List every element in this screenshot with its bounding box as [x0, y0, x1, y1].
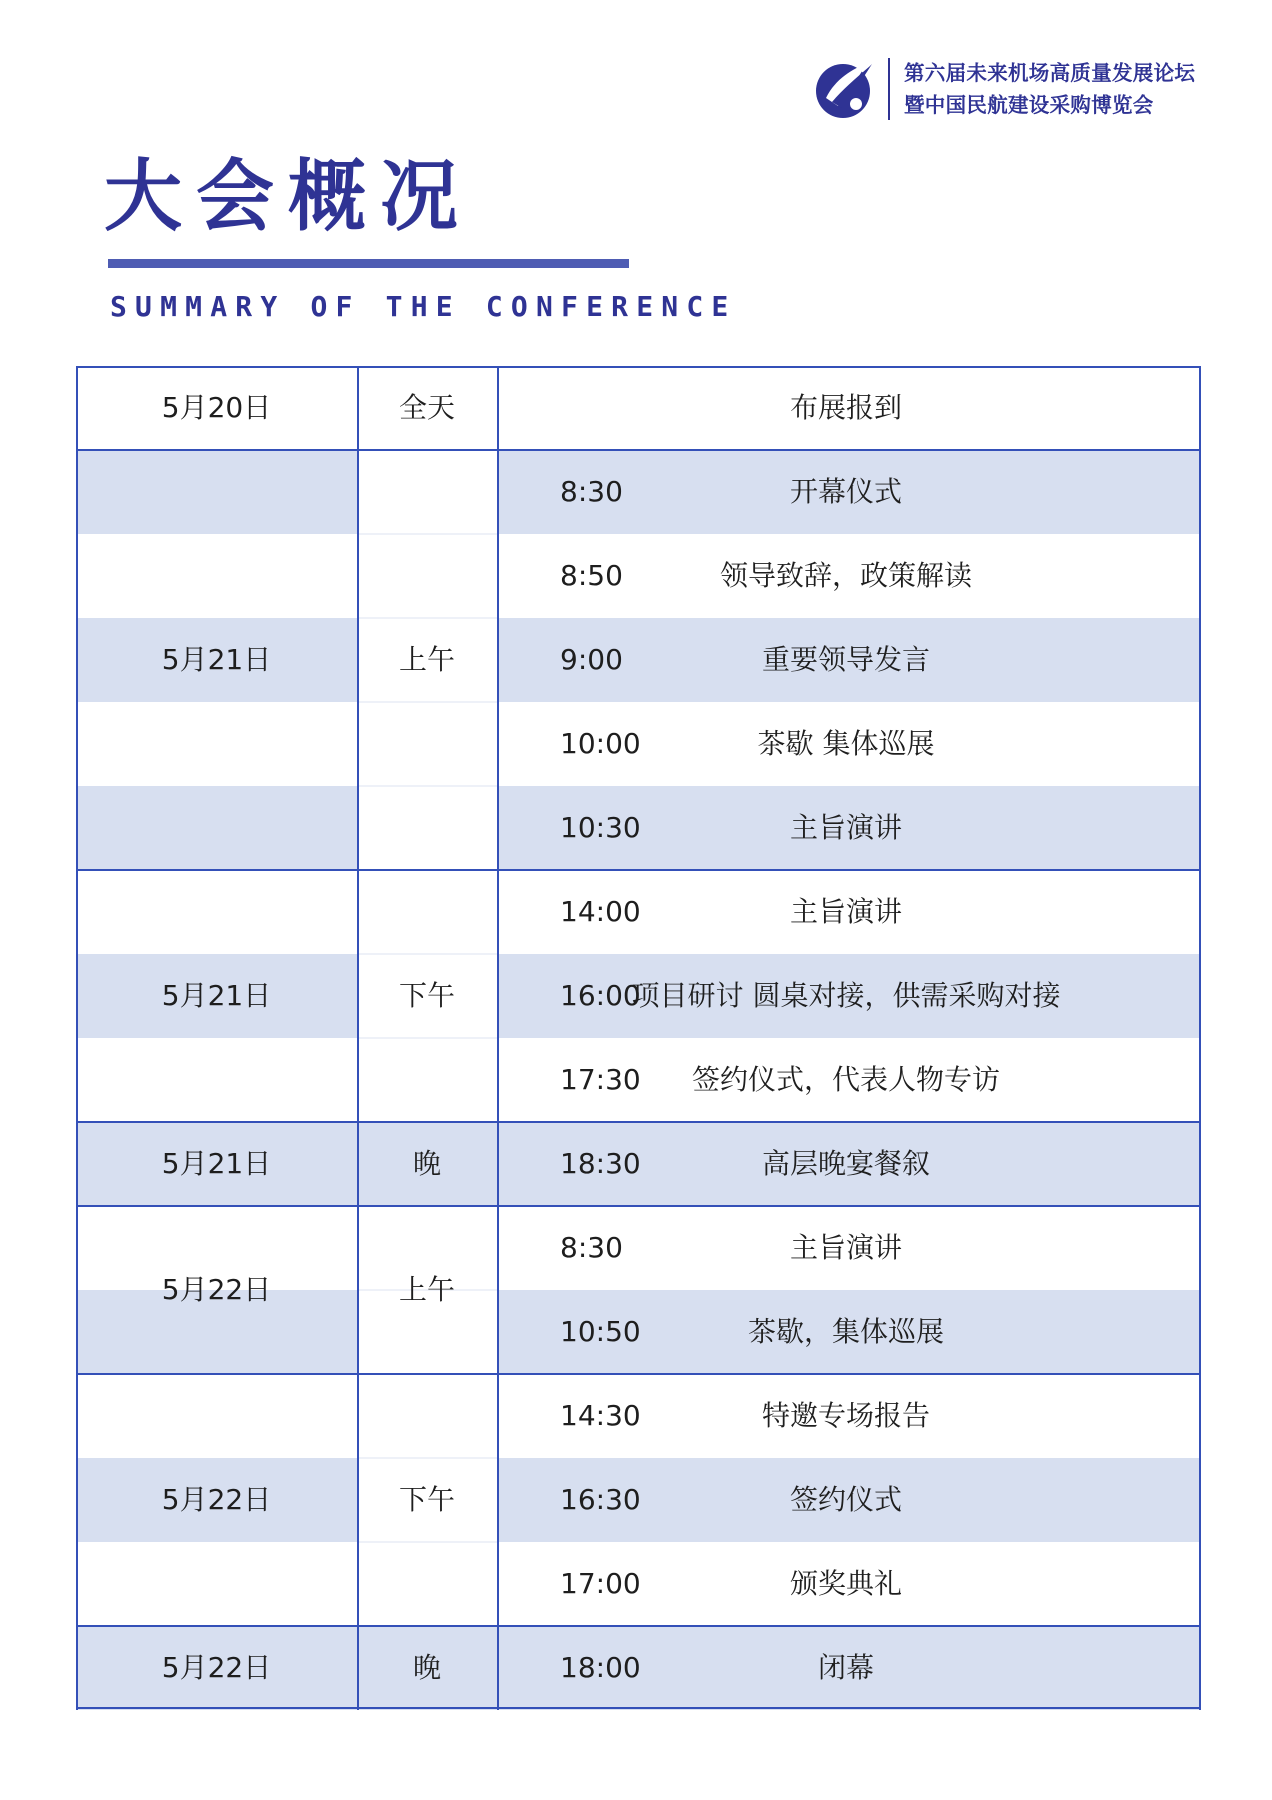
- schedule-date: 5月22日: [161, 1483, 272, 1516]
- session-event: 布展报到: [789, 391, 903, 424]
- session-event: 闭幕: [817, 1651, 875, 1684]
- table-border-v: [76, 366, 78, 1710]
- schedule-date: 5月21日: [161, 979, 272, 1012]
- schedule-date: 5月22日: [161, 1273, 272, 1306]
- session-event: 重要领导发言: [761, 643, 931, 676]
- schedule-date: 5月21日: [161, 1147, 272, 1180]
- event-logo: [812, 57, 1195, 121]
- table-border-h: [76, 869, 1201, 871]
- page-title: 大会概况: [104, 152, 473, 242]
- schedule-period: 晚: [412, 1651, 442, 1684]
- event-name-line1: 第六届未来机场高质量发展论坛: [904, 61, 1196, 85]
- session-event: 项目研讨 圆桌对接，供需采购对接: [631, 979, 1061, 1012]
- table-border-h: [76, 1625, 1201, 1627]
- table-border-h: [76, 449, 1201, 451]
- table-border-h: [76, 1707, 1201, 1709]
- row-stripe: [76, 450, 1201, 534]
- schedule-period: 下午: [398, 1483, 456, 1516]
- period-row-line: [358, 1541, 497, 1543]
- session-time: 18:30: [560, 1147, 641, 1180]
- session-time: 10:50: [560, 1315, 641, 1348]
- schedule-period: 上午: [398, 1273, 456, 1306]
- session-time: 16:30: [560, 1483, 641, 1516]
- schedule-date: 5月22日: [161, 1651, 272, 1684]
- session-time: 18:00: [560, 1651, 641, 1684]
- table-border-h: [76, 1373, 1201, 1375]
- session-event: 高层晚宴餐叙: [761, 1147, 931, 1180]
- session-event: 茶歇，集体巡展: [747, 1315, 945, 1348]
- session-time: 9:00: [560, 643, 623, 676]
- session-time: 8:50: [560, 559, 623, 592]
- session-time: 8:30: [560, 1231, 623, 1264]
- session-time: 17:30: [560, 1063, 641, 1096]
- airplane-logo-icon: [812, 58, 874, 120]
- page-subtitle: SUMMARY OF THE CONFERENCE: [110, 290, 737, 323]
- session-event: 颁奖典礼: [789, 1567, 903, 1600]
- period-row-line: [358, 953, 497, 955]
- session-time: 17:00: [560, 1567, 641, 1600]
- session-time: 10:30: [560, 811, 641, 844]
- session-event: 开幕仪式: [789, 475, 903, 508]
- session-event: 领导致辞，政策解读: [719, 559, 973, 592]
- table-border-v: [497, 366, 499, 1710]
- session-time: 14:00: [560, 895, 641, 928]
- schedule-period: 下午: [398, 979, 456, 1012]
- logo-divider: [888, 58, 890, 120]
- schedule-period: 全天: [398, 391, 456, 424]
- session-event: 主旨演讲: [789, 1231, 903, 1264]
- table-border-v: [1199, 366, 1201, 1710]
- table-border-h: [76, 1205, 1201, 1207]
- session-event: 特邀专场报告: [761, 1399, 931, 1432]
- session-time: 16:00: [560, 979, 641, 1012]
- schedule-date: 5月21日: [161, 643, 272, 676]
- schedule-table: [76, 366, 1201, 1710]
- session-event: 签约仪式，代表人物专访: [691, 1063, 1001, 1096]
- period-row-line: [358, 533, 497, 535]
- period-row-line: [358, 1037, 497, 1039]
- period-row-line: [358, 1457, 497, 1459]
- event-name-line2: 暨中国民航建设采购博览会: [904, 93, 1154, 117]
- period-row-line: [358, 617, 497, 619]
- table-border-v: [357, 366, 359, 1710]
- session-time: 8:30: [560, 475, 623, 508]
- schedule-date: 5月20日: [161, 391, 272, 424]
- session-time: 10:00: [560, 727, 641, 760]
- title-underline: [108, 259, 629, 268]
- session-event: 主旨演讲: [789, 811, 903, 844]
- schedule-period: 上午: [398, 643, 456, 676]
- table-border-h: [76, 1121, 1201, 1123]
- session-event: 签约仪式: [789, 1483, 903, 1516]
- session-event: 主旨演讲: [789, 895, 903, 928]
- period-row-line: [358, 701, 497, 703]
- schedule-period: 晚: [412, 1147, 442, 1180]
- session-time: 14:30: [560, 1399, 641, 1432]
- period-row-line: [358, 785, 497, 787]
- session-event: 茶歇 集体巡展: [757, 727, 935, 760]
- table-border-h: [76, 366, 1201, 368]
